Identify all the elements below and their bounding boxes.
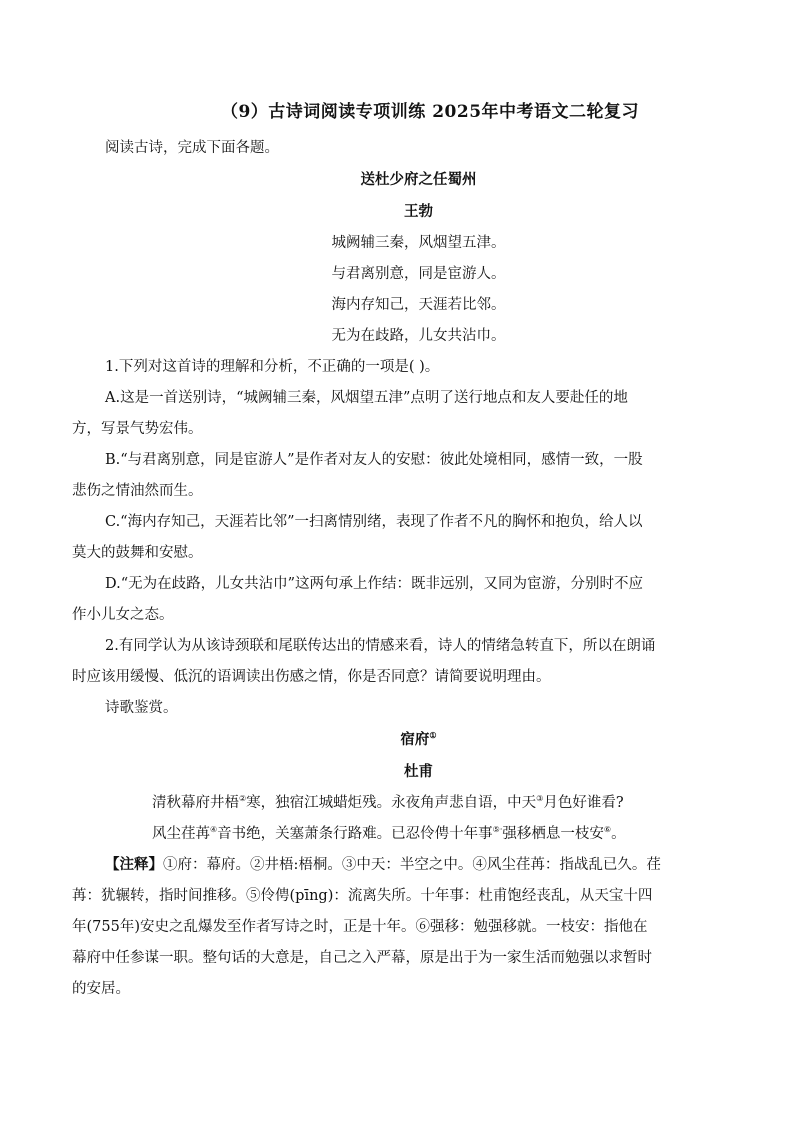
poem2-title-text: 宿府 <box>400 731 430 748</box>
question-2-line1: 2.有同学认为从该诗颈联和尾联传达出的情感来看，诗人的情绪急转直下，所以在朗诵 <box>105 638 656 654</box>
poem2-text: 。 <box>611 826 626 842</box>
option-c-line1: C.“海内存知己，天涯若比邻”一扫离情别绪，表现了作者不凡的胸怀和抱负，给人以 <box>105 514 643 530</box>
poem2-title <box>0 728 793 749</box>
poem2-author: 杜甫 <box>404 763 433 780</box>
notes-line4: 幕府中任参谋一职。整句话的大意是，自己之入严幕，原是出于为一家生活而勉强以求暂时 <box>72 950 652 966</box>
poem2-text: 音书绝，关塞萧条行路难。已忍伶俜十年事 <box>217 826 493 842</box>
footnote-mark: ⑥ <box>603 825 612 835</box>
notes-line3: 年(755年)安史之乱爆发至作者写诗之时，正是十年。⑥强移：勉强移就。一枝安：指他在 <box>72 919 648 935</box>
option-d-line1: D.“无为在歧路，儿女共沾巾”这两句承上作结：既非远别，又同为宦游，分别时不应 <box>105 576 644 592</box>
notes-line2: 苒：犹辗转，指时间推移。⑤伶俜(pīng)：流离失所。十年事：杜甫饱经丧乱，从天宝十四 <box>72 888 653 904</box>
section-label: 诗歌鉴赏。 <box>105 700 178 716</box>
poem1-line: 与君离别意，同是宦游人。 <box>331 266 506 282</box>
footnote-mark: ② <box>239 794 247 804</box>
poem1-line: 城阙辅三秦，风烟望五津。 <box>331 235 506 251</box>
poem1-author: 王勃 <box>404 203 433 220</box>
footnote-mark: ⑤· <box>492 825 503 835</box>
poem2-text: 风尘荏苒 <box>152 826 210 842</box>
notes-text: ①府：幕府。②井梧:梧桐。③中天：半空之中。④风尘荏苒：指战乱已久。荏 <box>163 857 661 873</box>
page-title: （9）古诗词阅读专项训练 2025年中考语文二轮复习 <box>220 102 640 122</box>
poem2-text: 寒，独宿江城蜡炬残。永夜角声悲自语，中天 <box>246 795 537 811</box>
notes-line5: 的安居。 <box>72 981 130 997</box>
question-1: 1.下列对这首诗的理解和分析，不正确的一项是( )。 <box>105 359 440 375</box>
question-2-line2: 时应该用缓慢、低沉的语调读出伤感之情，你是否同意？请简要说明理由。 <box>72 669 551 685</box>
poem2-line2 <box>0 822 793 843</box>
poem2-line1 <box>0 791 793 812</box>
notes-label: 【注释】 <box>105 856 163 873</box>
notes-line1 <box>0 853 793 874</box>
poem1-line: 海内存知己，天涯若比邻。 <box>331 297 506 313</box>
footnote-mark: ① <box>429 730 437 741</box>
footnote-mark: ④ <box>210 825 218 835</box>
footnote-mark: ③ <box>536 794 544 804</box>
option-b-line1: B.“与君离别意，同是宦游人”是作者对友人的安慰：彼此处境相同，感情一致，一股 <box>105 452 643 468</box>
option-a-line1: A.这是一首送别诗，“城阙辅三秦，风烟望五津”点明了送行地点和友人要赴任的地 <box>105 390 628 406</box>
poem2-text: 月色好谁看? <box>543 795 624 811</box>
poem1-title: 送杜少府之任蜀州 <box>360 171 477 188</box>
poem1-line: 无为在歧路，儿女共沾巾。 <box>331 328 506 344</box>
option-a-line2: 方，写景气势宏伟。 <box>72 421 203 437</box>
option-b-line2: 悲伤之情油然而生。 <box>72 483 203 499</box>
option-d-line2: 作小儿女之态。 <box>72 607 174 623</box>
poem2-text: 清秋幕府井梧 <box>152 795 239 811</box>
intro-text: 阅读古诗，完成下面各题。 <box>105 140 279 156</box>
poem2-text: 强移栖息一枝安 <box>502 826 604 842</box>
option-c-line2: 莫大的鼓舞和安慰。 <box>72 545 203 561</box>
